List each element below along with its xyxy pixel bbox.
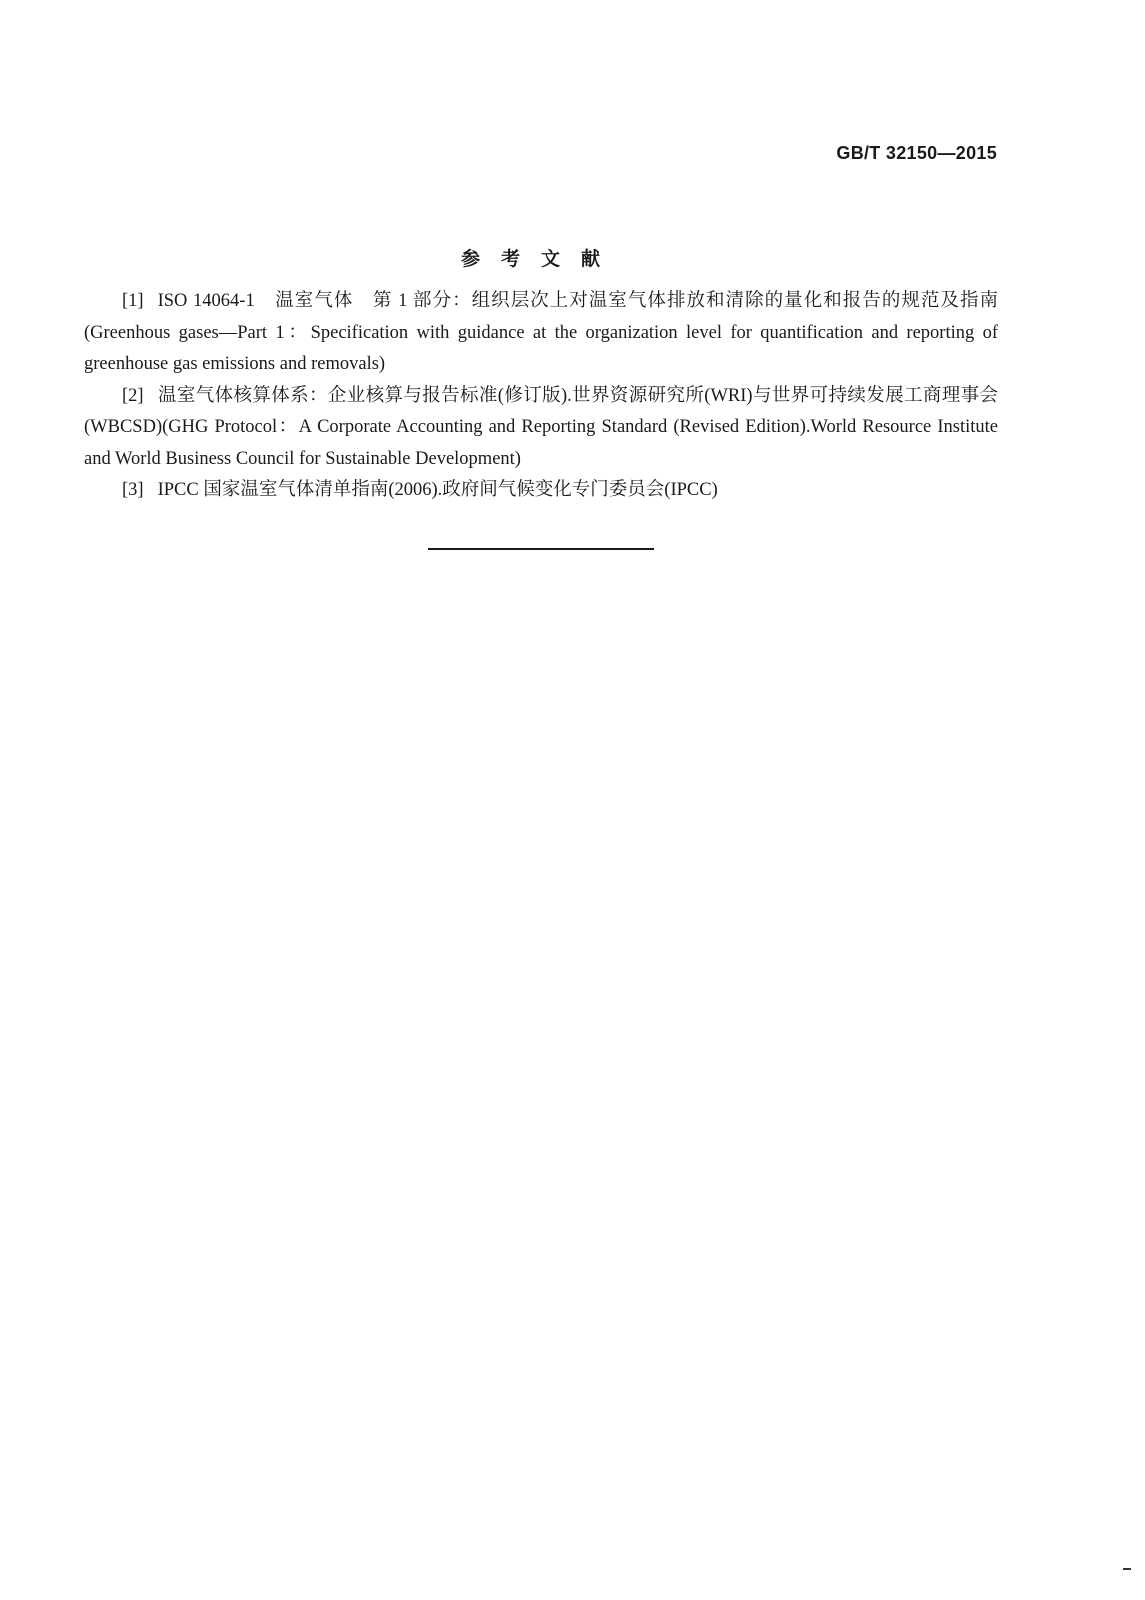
reference-number: [3] — [122, 480, 144, 500]
reference-item — [84, 475, 998, 507]
standard-number: GB/T 32150—2015 — [836, 143, 997, 163]
reference-number: [2] — [122, 385, 144, 406]
reference-text: ISO 14064-1 温室气体 第 1 部分：组织层次上对温室气体排放和清除的量化和报告的规范及指南(Greenhous gases—Part 1：Specification with guidance at the organization level for quantification and reporting of greenhouse gas emissions and removals) — [84, 291, 998, 374]
reference-text: IPCC 国家温室气体清单指南(2006).政府间气候变化专门委员会(IPCC) — [157, 480, 718, 500]
section-title: 参考文献 — [460, 248, 621, 270]
scan-corner-mark — [1123, 1568, 1131, 1570]
reference-text: 温室气体核算体系：企业核算与报告标准(修订版).世界资源研究所(WRI)与世界可持续发展工商理事会(WBCSD)(GHG Protocol：A Corporate Accounting and Reporting Standard (Revised Edition).World Resource Institute and World Business Council for Sustainable Development) — [84, 385, 998, 469]
reference-item — [84, 286, 998, 381]
reference-list — [84, 286, 998, 507]
reference-number: [1] — [122, 291, 144, 311]
end-of-document-rule — [428, 548, 654, 550]
reference-item — [84, 381, 998, 476]
